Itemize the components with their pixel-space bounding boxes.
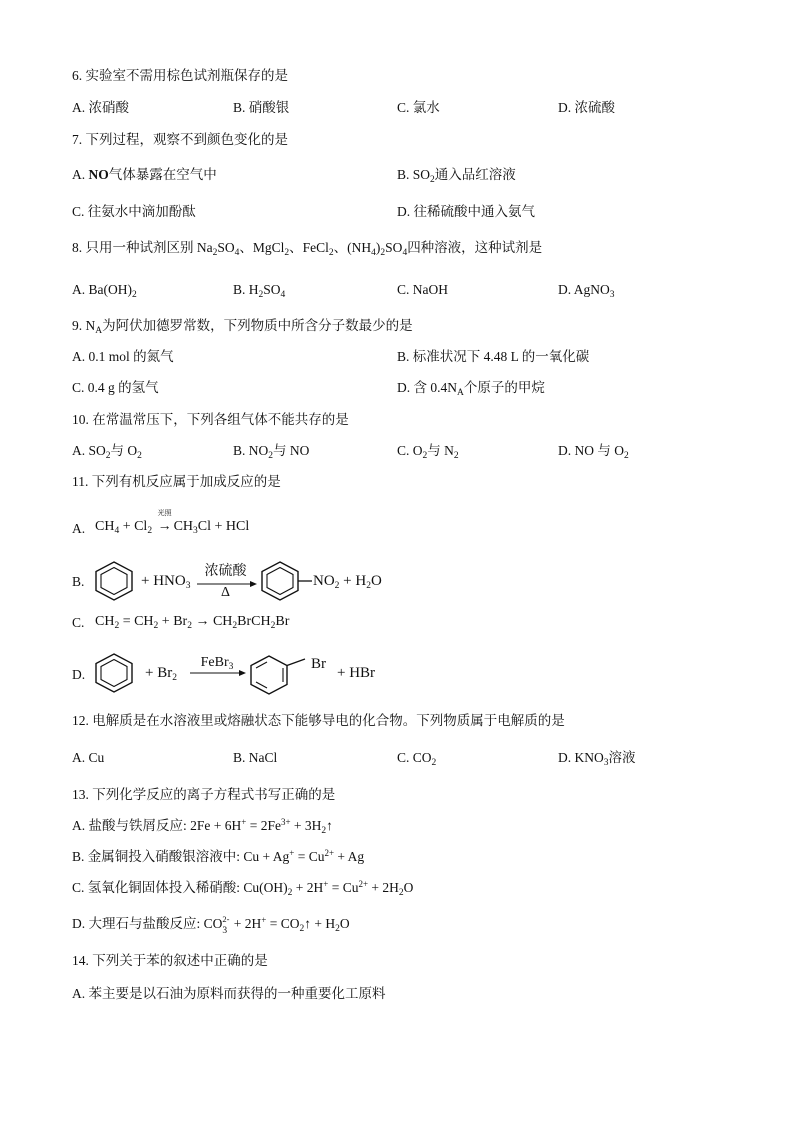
- q10-stem: 10. 在常温常压下，下列各组气体不能共存的是: [72, 412, 349, 427]
- q11-option-b-reagent: + $HNO_3$: [141, 573, 191, 591]
- q11-option-b-product: $NO_2 + H_2O$: [313, 573, 382, 591]
- q10-option-d: D. NO 与 $O_2$: [558, 443, 629, 461]
- q13-option-c: C. 氢氧化铜固体投入稀硝酸: $Cu(OH)_2 + 2H^+ = Cu^{2+} + 2H_2O$: [72, 879, 414, 898]
- q13-option-d: D. 大理石与盐酸反应: CO 2- 3 + $2H^+ = CO_2↑ + H_2O$: [72, 914, 350, 936]
- q11-option-b-label: B.: [72, 574, 85, 589]
- q7-option-a: A. NO气体暴露在空气中: [72, 167, 217, 182]
- q7-option-b: B. $SO_2$通入品红溶液: [397, 167, 516, 185]
- q9-option-b: B. 标准状况下 4.48 L 的一氧化碳: [397, 349, 590, 364]
- q11-option-b-condition-bottom: Δ: [220, 585, 230, 600]
- q10-option-c: C. $O_2$与 $N_2$: [397, 443, 459, 461]
- benzene-ring-icon: [258, 560, 312, 602]
- q11-option-a-equation: $CH_4 + Cl_2$ 光照 → $CH_3Cl$ + HCl: [95, 517, 249, 537]
- q11-option-a-condition: 光照: [157, 509, 172, 517]
- q11-option-d-label: D.: [72, 667, 86, 682]
- q6-option-b: B. 硝酸银: [233, 100, 290, 115]
- q11-option-d-hbr: + HBr: [337, 665, 376, 681]
- q12-option-b: B. NaCl: [233, 750, 278, 765]
- q11-option-d-bromo: Br: [311, 656, 326, 672]
- q9-option-c: C. 0.4 g 的氢气: [72, 380, 159, 395]
- reaction-arrow-icon: [190, 669, 246, 677]
- q9-option-d: D. 含 $0.4N_A$个原子的甲烷: [397, 380, 545, 398]
- q11-option-a-label: A.: [72, 521, 86, 536]
- q10-option-b: B. $NO_2$与 NO: [233, 443, 310, 461]
- q12-stem: 12. 电解质是在水溶液里或熔融状态下能够导电的化合物。下列物质属于电解质的是: [72, 713, 565, 728]
- benzene-ring-icon: [92, 560, 136, 602]
- q11-option-c-equation: $CH_2 = CH_2 + Br_2$ → $CH_2BrCH_2Br$: [95, 614, 290, 631]
- q10-option-a: A. $SO_2$与 $O_2$: [72, 443, 142, 461]
- q12-option-a: A. Cu: [72, 750, 105, 765]
- q11-option-d-reagent: + $Br_2$: [145, 665, 177, 683]
- q7-stem: 7. 下列过程，观察不到颜色变化的是: [72, 132, 288, 147]
- q6-option-a: A. 浓硝酸: [72, 100, 129, 115]
- q8-option-d: D. AgNO$_3$: [558, 282, 615, 300]
- q9-option-a: A. 0.1 mol 的氮气: [72, 349, 174, 364]
- benzene-ring-icon: [92, 652, 136, 694]
- q11-stem: 11. 下列有机反应属于加成反应的是: [72, 474, 281, 489]
- bromobenzene-ring-icon: [247, 652, 309, 696]
- q8-option-c: C. NaOH: [397, 282, 448, 297]
- q8-stem: 8. 只用一种试剂区别 $Na_2SO_4$、MgCl$_2$、FeCl$_2$、$(NH_4)_2SO_4$四种溶液，这种试剂是: [72, 240, 543, 258]
- q12-option-c: C. $CO_2$: [397, 750, 437, 768]
- q12-option-d: D. $KNO_3$溶液: [558, 750, 636, 768]
- q6-option-c: C. 氯水: [397, 100, 440, 115]
- q7-option-d: D. 往稀硫酸中通入氨气: [397, 204, 535, 219]
- q8-option-a: A. $Ba(OH)_2$: [72, 282, 137, 300]
- q9-stem: 9. $N_A$为阿伏加德罗常数，下列物质中所含分子数最少的是: [72, 318, 413, 336]
- q14-option-a: A. 苯主要是以石油为原料而获得的一种重要化工原料: [72, 986, 386, 1001]
- q6-option-d: D. 浓硫酸: [558, 100, 615, 115]
- q11-option-c-label: C.: [72, 615, 85, 630]
- q11-option-b-condition-top: 浓硫酸: [204, 564, 247, 579]
- q8-option-b: B. $H_2SO_4$: [233, 282, 286, 300]
- q13-stem: 13. 下列化学反应的离子方程式书写正确的是: [72, 787, 336, 802]
- q11-option-d-catalyst: FeBr$_3$: [200, 655, 234, 672]
- q7-option-c: C. 往氨水中滴加酚酞: [72, 204, 196, 219]
- q14-stem: 14. 下列关于苯的叙述中正确的是: [72, 953, 268, 968]
- q13-option-b: B. 金属铜投入硝酸银溶液中: $Cu + Ag^+ = Cu^{2+} + Ag$: [72, 848, 365, 864]
- q6-stem: 6. 实验室不需用棕色试剂瓶保存的是: [72, 68, 288, 83]
- q13-option-a: A. 盐酸与铁屑反应: $2Fe + 6H^+ = 2Fe^{3+}$ + $3H_2↑$: [72, 817, 333, 836]
